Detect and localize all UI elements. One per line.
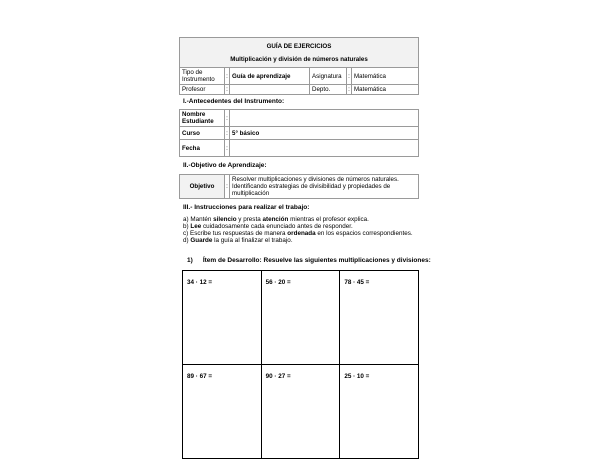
exercise-cell[interactable]: 78 · 45 = <box>340 271 419 365</box>
header-title-cell <box>180 38 419 68</box>
student-row <box>180 127 419 140</box>
instruction-text: cuidadosamente cada enunciado antes de responder. <box>201 223 353 230</box>
objective-line: Resolver multiplicaciones y divisiones de números naturales. <box>232 176 399 183</box>
colon: : <box>225 140 230 157</box>
document-title: GUÍA DE EJERCICIOS <box>266 43 332 50</box>
colon: : <box>225 68 230 85</box>
instruction-text: c) Escribe tus respuestas de manera <box>183 230 288 237</box>
course-value: 5° básico <box>230 127 419 140</box>
instruction-emphasis: silencio <box>213 216 237 223</box>
instruction-text: y presta <box>236 216 263 223</box>
instruction-emphasis: Guarde <box>190 237 213 244</box>
teacher-value[interactable] <box>230 85 310 95</box>
student-row <box>180 140 419 157</box>
document-subtitle: Multiplicación y división de números naturales <box>230 56 368 63</box>
item-number: 1) <box>187 257 193 264</box>
student-name-field[interactable] <box>230 110 419 127</box>
section-1-title: I.-Antecedentes del Instrumento: <box>183 98 285 105</box>
instruction-emphasis: Lee <box>190 223 202 230</box>
instruction-item <box>183 216 413 223</box>
colon: : <box>225 110 230 127</box>
student-name-label: Nombre Estudiante <box>180 110 225 127</box>
instruction-text: d) <box>183 237 191 244</box>
date-field[interactable] <box>230 140 419 157</box>
colon: : <box>225 127 230 140</box>
department-value: Matemática <box>352 85 419 95</box>
instruction-text: en los espacios correspondientes. <box>315 230 413 237</box>
instruction-item <box>183 230 413 237</box>
date-label: Fecha <box>180 140 225 157</box>
item-title: Ítem de Desarrollo: Resuelve las siguientes multiplicaciones y divisiones: <box>202 257 431 264</box>
instruction-item <box>183 237 413 244</box>
header-row <box>180 68 419 85</box>
exercise-cell[interactable]: 25 · 10 = <box>340 365 419 459</box>
header-table <box>179 37 419 95</box>
subject-value: Matemática <box>352 68 419 85</box>
objective-label: Objetivo <box>180 175 225 199</box>
instrument-type-value: Guía de aprendizaje <box>230 68 310 85</box>
exercise-grid <box>182 270 419 459</box>
section-2-title: II.-Objetivo de Aprendizaje: <box>183 162 267 169</box>
instruction-text: b) <box>183 223 191 230</box>
student-info-table <box>179 109 419 157</box>
instruction-item <box>183 223 413 230</box>
department-label: Depto. <box>310 85 347 95</box>
section-3-title: III.- Instrucciones para realizar el trabajo: <box>183 204 310 211</box>
instructions-list <box>183 216 413 244</box>
exercise-cell[interactable]: 56 · 20 = <box>261 271 340 365</box>
instruction-emphasis: ordenada <box>287 230 316 237</box>
student-row <box>180 110 419 127</box>
exercise-cell[interactable]: 90 · 27 = <box>261 365 340 459</box>
instruction-text: a) Mantén <box>183 216 214 223</box>
instrument-type-label: Tipo de Instrumento <box>180 68 225 85</box>
instruction-emphasis: atención <box>262 216 289 223</box>
teacher-label: Profesor <box>180 85 225 95</box>
item-1-heading <box>187 257 431 264</box>
exercise-cell[interactable]: 89 · 67 = <box>183 365 262 459</box>
colon: : <box>226 86 228 93</box>
instruction-text: mientras el profesor explica. <box>288 216 369 223</box>
exercise-cell[interactable]: 34 · 12 = <box>183 271 262 365</box>
objective-text <box>230 175 419 199</box>
colon: : <box>348 86 350 93</box>
objective-table <box>179 174 419 199</box>
colon: : <box>347 68 352 85</box>
instruction-text: la guía al finalizar el trabajo. <box>212 237 293 244</box>
objective-line: Identificando estrategias de divisibilidad y propiedades de multiplicación <box>232 183 391 197</box>
subject-label: Asignatura <box>310 68 347 85</box>
course-label: Curso <box>180 127 225 140</box>
header-row <box>180 85 419 95</box>
colon: : <box>225 175 230 199</box>
